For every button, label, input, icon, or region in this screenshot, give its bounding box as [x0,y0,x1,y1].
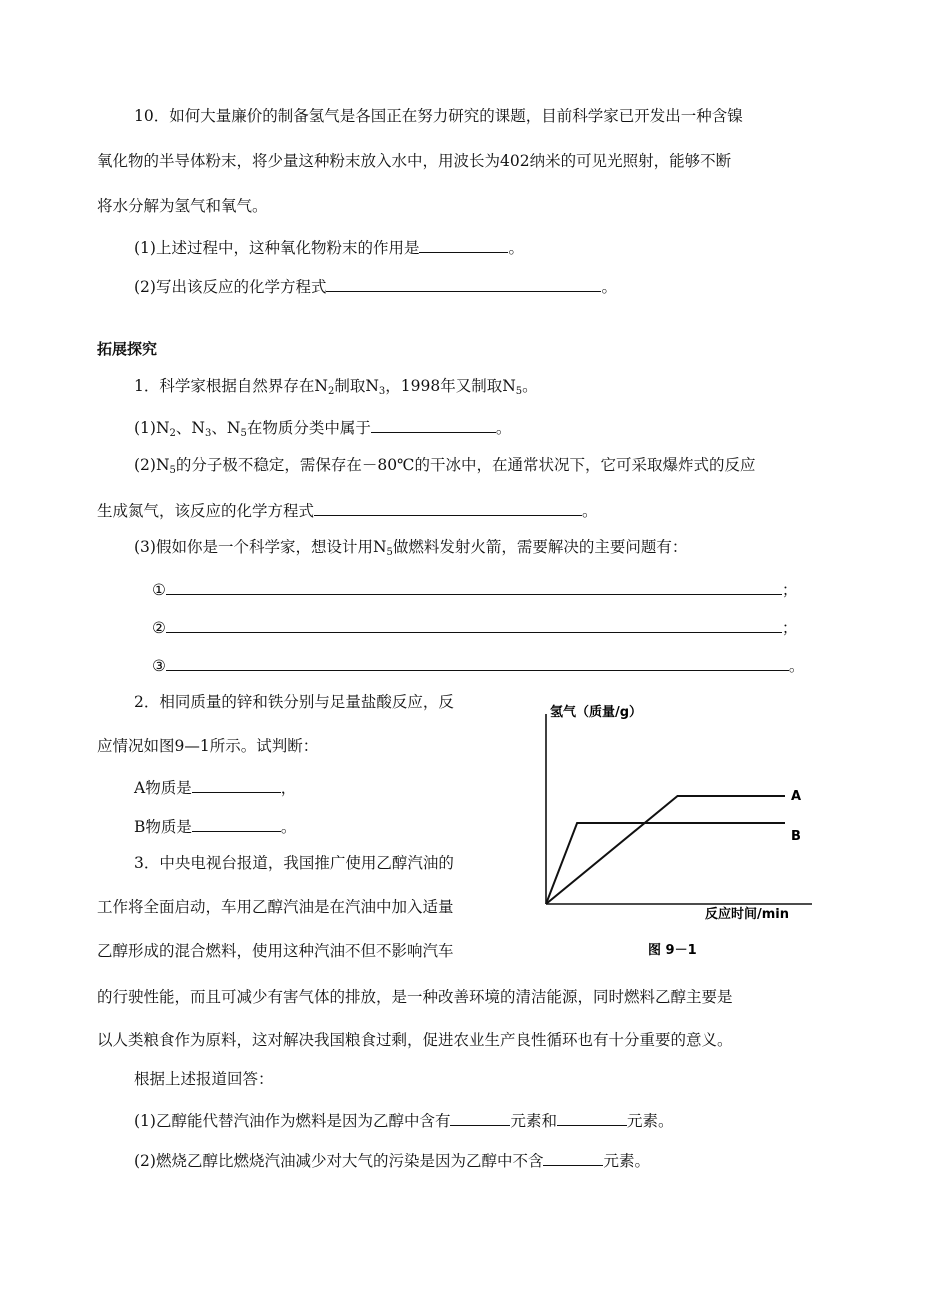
e1-part1-c: 、N [211,419,241,437]
e2-answer-a-blank[interactable] [192,778,281,793]
e1-part1-a: (1)N [134,419,170,437]
e1-answer-3-end: 。 [788,657,805,675]
e1-answer-3-marker: ③ [152,657,166,675]
e1-line1-c: ，1998年又制取N [385,377,516,395]
e2-line2: 应情况如图9—1所示。试判断： [97,737,319,755]
e1-answer-2-blank[interactable] [166,618,782,633]
e1-part3 [134,540,687,556]
chart-xlabel: 反应时间/min [705,907,790,922]
e3-part1 [134,1111,674,1130]
chart-ylabel: 氢气（质量/g） [550,705,643,720]
q10-part2 [134,277,617,296]
e2-answer-a-end: ， [280,779,297,797]
e1-answer-1-marker: ① [152,581,166,599]
e2-answer-b-end: 。 [280,818,297,836]
e1-answer-2-end: ； [781,619,798,637]
q10-part2-blank[interactable] [326,277,601,292]
e2-answer-a [134,778,296,797]
e1-answer-1-blank[interactable] [166,580,782,595]
e3-part2-text: (2)燃烧乙醇比燃烧汽油减少对大气的污染是因为乙醇中不含 [134,1152,544,1170]
e2-answer-b-blank[interactable] [192,817,281,832]
e1-answer-2-marker: ② [152,619,166,637]
e1-part2-sub: 5 [169,465,176,476]
e1-part2-blank[interactable] [314,501,582,516]
e1-part1-blank[interactable] [371,418,496,433]
e1-answer-3-blank[interactable] [166,656,789,671]
e1-part2-end: 。 [582,502,598,520]
series-label-b: B [791,829,801,844]
e3-part1-mid: 元素和 [510,1112,557,1130]
e3-line2: 工作将全面启动，车用乙醇汽油是在汽油中加入适量 [97,898,454,916]
e1-part1-end: 。 [495,419,512,437]
e1-answer-3 [152,656,804,675]
e1-part1-b: 、N [175,419,205,437]
e3-line1: 3．中央电视台报道，我国推广使用乙醇汽油的 [134,854,454,872]
e1-part2-line1 [134,458,755,474]
e2-answer-b [134,817,296,836]
q10-part2-text: (2)写出该反应的化学方程式 [134,278,327,296]
q10-line2: 氧化物的半导体粉末，将少量这种粉末放入水中，用波长为402纳米的可见光照射，能够不断 [97,152,732,170]
e2-answer-b-text: B物质是 [134,818,192,836]
q10-part2-end: 。 [601,278,617,296]
e3-line3: 乙醇形成的混合燃料，使用这种汽油不但不影响汽车 [97,942,454,960]
q10-part1-blank[interactable] [419,238,508,253]
e1-part2-line2-text: 生成氮气，该反应的化学方程式 [97,502,315,520]
e1-part1-sub2: 3 [204,428,212,439]
q10-part1-text: (1)上述过程中，这种氧化物粉末的作用是 [134,239,420,257]
e1-line1 [134,379,538,395]
e1-answer-1 [152,580,797,599]
e1-line1-d: 。 [522,377,538,395]
q10-line1: 10．如何大量廉价的制备氢气是各国正在努力研究的课题，目前科学家已开发出一种含镍 [134,107,743,125]
e1-line1-a: 1．科学家根据自然界存在N [134,377,328,395]
e1-part1-sub3: 5 [240,428,247,439]
e1-part2-line2 [97,501,598,520]
e2-answer-a-text: A物质是 [134,779,192,797]
e3-part2-end: 元素。 [603,1152,650,1170]
e1-part3-b: 做燃料发射火箭，需要解决的主要问题有： [392,538,688,556]
e1-part3-sub: 5 [386,547,393,558]
q10-line3: 将水分解为氢气和氧气。 [97,197,268,215]
chart-axes [546,714,812,904]
q10-part1-end: 。 [508,239,524,257]
e3-part1-blank2[interactable] [557,1111,627,1126]
e3-part2 [134,1151,650,1170]
e1-part3-a: (3)假如你是一个科学家，想设计用N [134,538,387,556]
series-label-a: A [791,789,802,804]
q10-part1 [134,238,524,257]
figure-caption: 图 9－1 [648,943,697,958]
e1-answer-2 [152,618,797,637]
e3-part1-end: 元素。 [626,1112,674,1130]
e1-part2-a: (2)N [134,456,170,474]
e3-part2-blank[interactable] [543,1151,603,1166]
e1-answer-1-end: ； [781,581,798,599]
e3-part1-text: (1)乙醇能代替汽油作为燃料是因为乙醇中含有 [134,1112,451,1130]
figure-9-1-chart [530,692,840,967]
e3-part1-blank1[interactable] [450,1111,510,1126]
section-title: 拓展探究 [97,340,158,358]
e1-part2-b: 的分子极不稳定，需保存在－80℃的干冰中，在通常状况下，它可采取爆炸式的反应 [175,456,756,474]
e1-line1-sub3: 5 [515,386,523,397]
series-line-a [546,796,785,904]
e3-line6: 根据上述报道回答： [134,1070,274,1088]
e3-line5: 以人类粮食作为原料，这对解决我国粮食过剩，促进农业生产良性循环也有十分重要的意义。 [97,1031,733,1049]
e1-part1 [134,418,511,437]
e1-line1-sub2: 3 [378,386,386,397]
e1-part1-sub1: 2 [169,428,176,439]
e2-line1: 2．相同质量的锌和铁分别与足量盐酸反应，反 [134,693,454,711]
e3-line4: 的行驶性能，而且可减少有害气体的排放，是一种改善环境的清洁能源，同时燃料乙醇主要是 [97,988,733,1006]
e1-part1-d: 在物质分类中属于 [246,419,371,437]
series-line-b [546,823,785,904]
e1-line1-b: 制取N [334,377,379,395]
e1-line1-sub1: 2 [327,386,335,397]
